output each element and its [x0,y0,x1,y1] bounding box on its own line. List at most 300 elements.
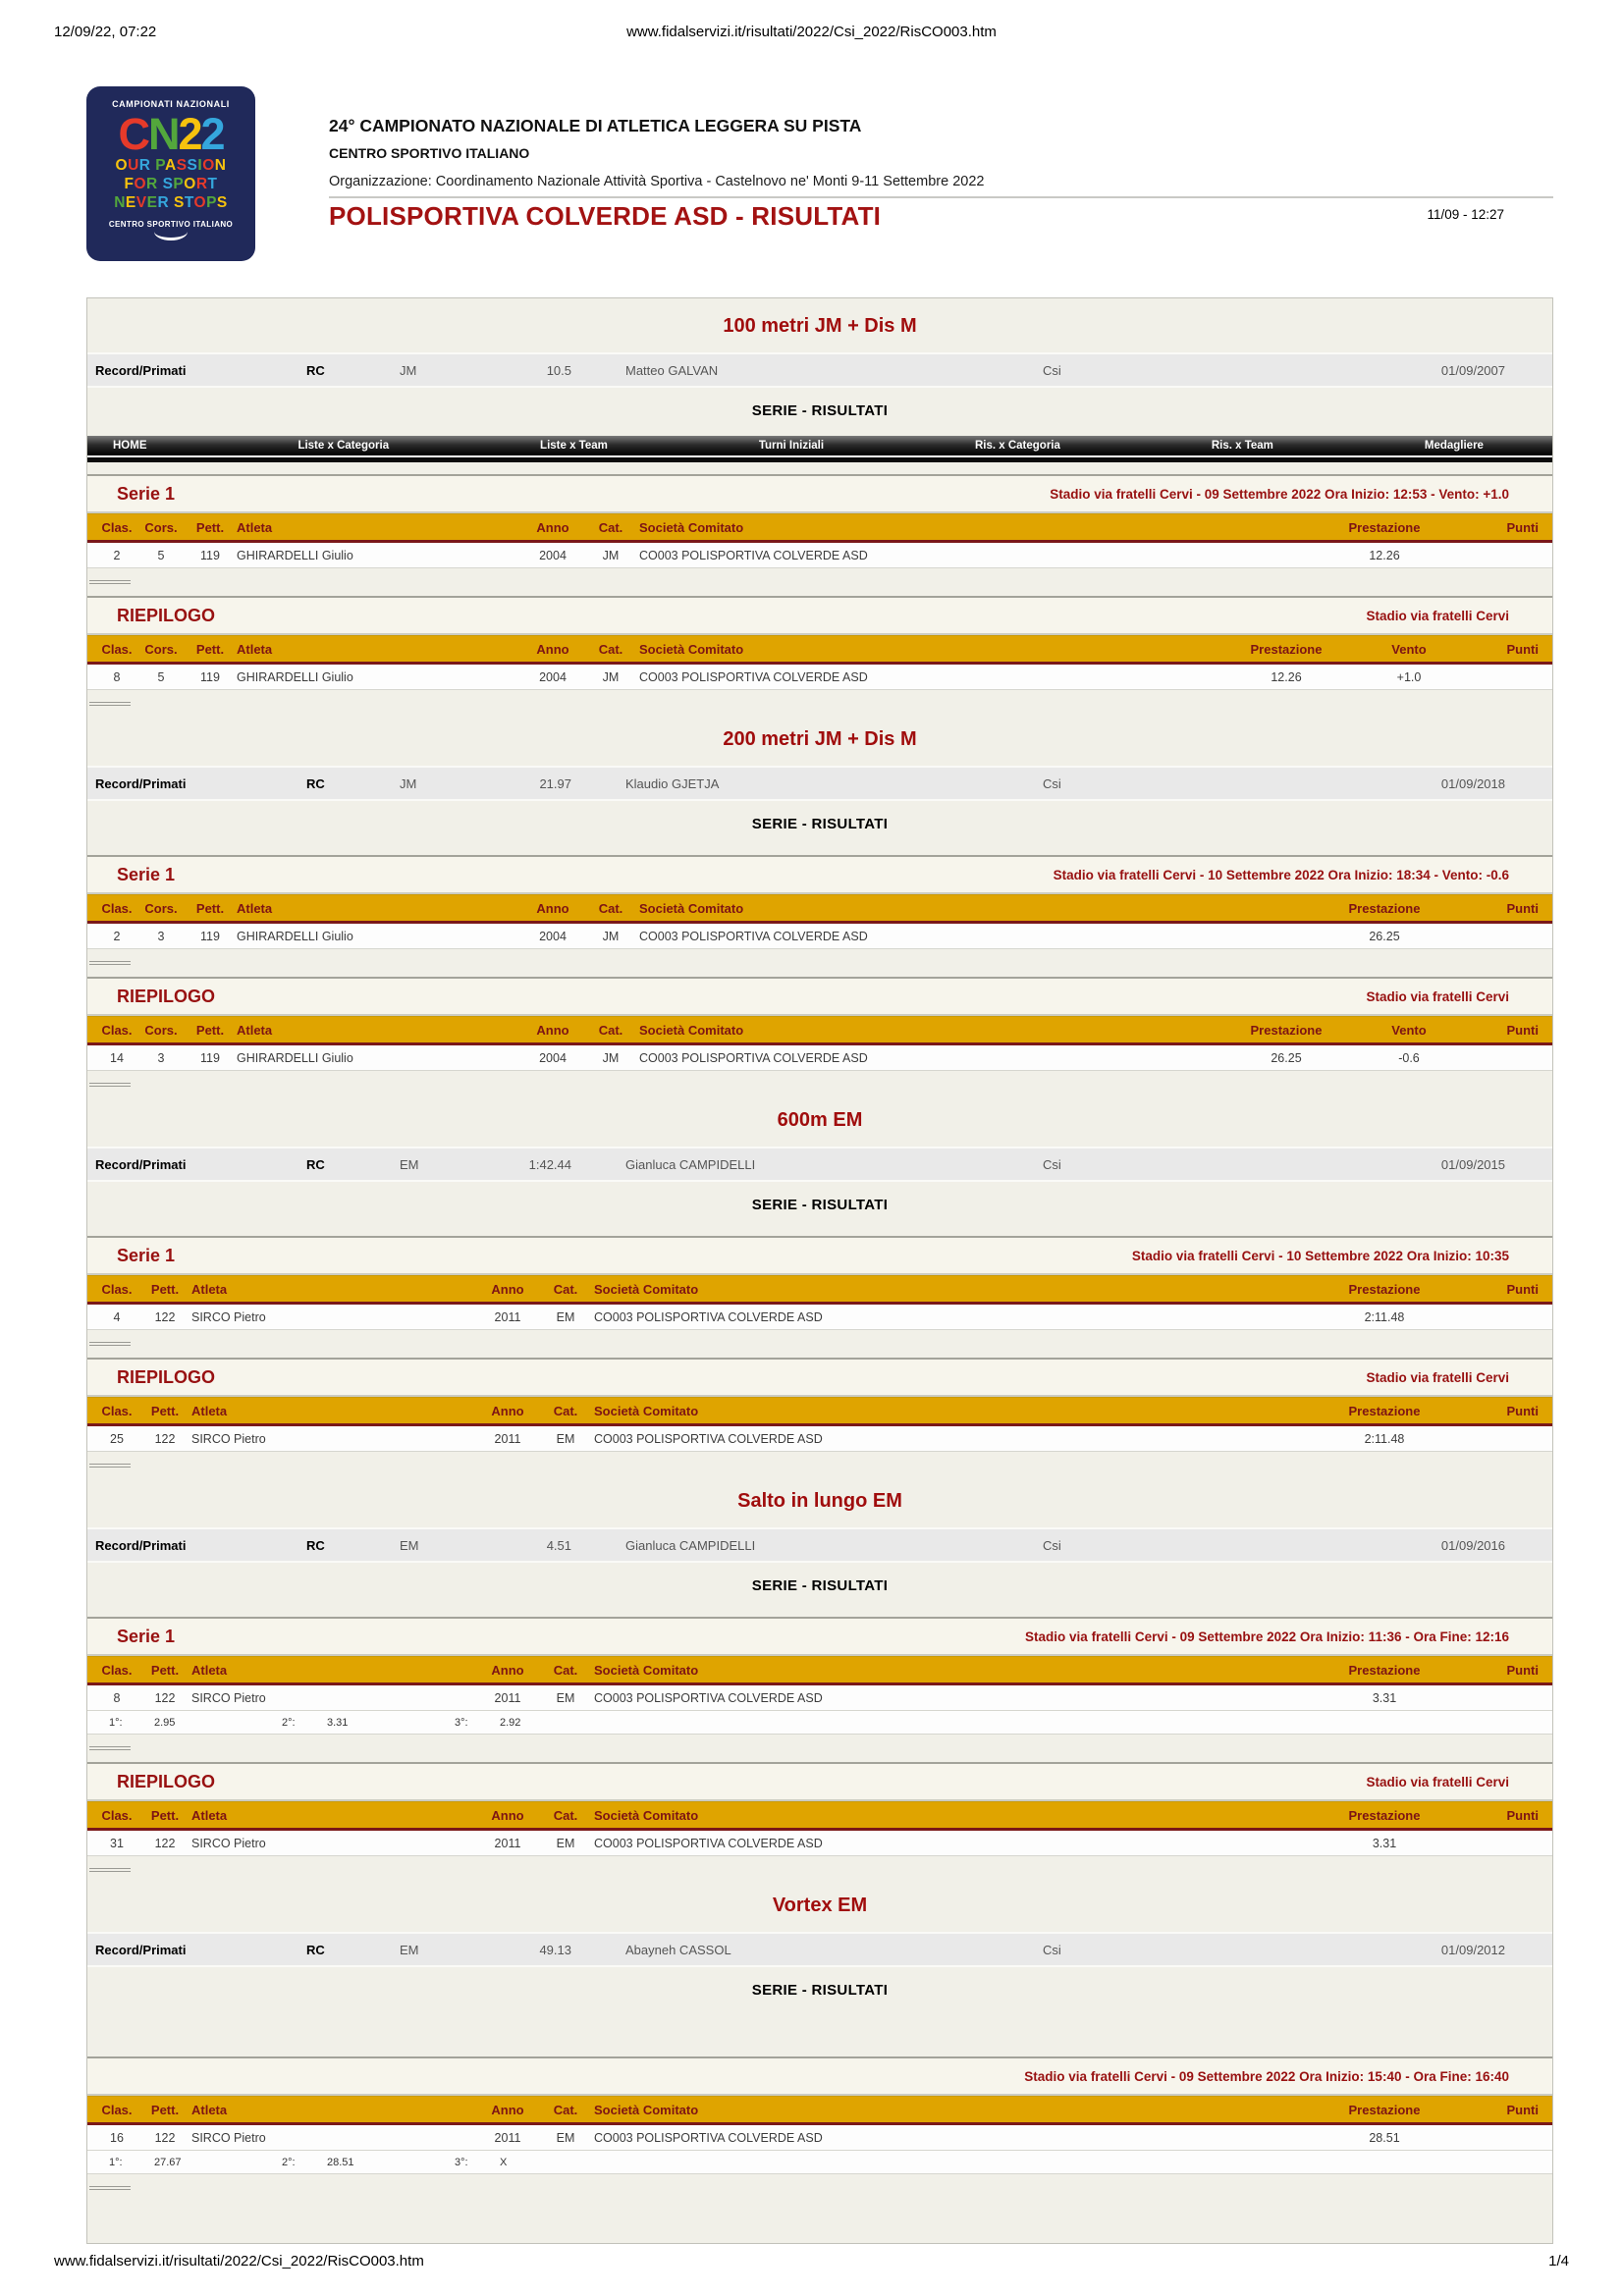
column-header: Prestazione [1250,1022,1323,1038]
logo-bottom-text: CENTRO SPORTIVO ITALIANO [108,219,234,229]
record-ente: Csi [1043,362,1061,378]
logo-word-line: FOR SPORT [124,176,218,193]
cell: 25 [110,1431,124,1446]
cell: 2011 [494,1690,521,1705]
column-header: Cat. [553,2102,578,2117]
column-header: Prestazione [1348,2102,1421,2117]
column-header: Pett. [150,2102,180,2117]
column-header: Anno [491,1281,524,1297]
attempts-row [87,1711,1552,1735]
record-label: Record/Primati [95,362,187,378]
event-section [87,298,1552,706]
record-ente: Csi [1043,1156,1061,1172]
column-header: Atleta [191,1403,228,1418]
cell: CO003 POLISPORTIVA COLVERDE ASD [594,1431,823,1446]
table-header-row [87,1016,1552,1045]
cell: 12.26 [1369,548,1400,562]
cell: CO003 POLISPORTIVA COLVERDE ASD [639,929,868,943]
serie-info: Stadio via fratelli Cervi - 10 Settembre 2022 Ora Inizio: 18:34 - Vento: -0.6 [1053,867,1509,882]
column-header: Prestazione [1348,1662,1421,1678]
footer-url: www.fidalservizi.it/risultati/2022/Csi_2022/RisCO003.htm [54,2253,424,2269]
column-header: Clas. [101,900,133,916]
cell: 3.31 [1372,1836,1397,1850]
serie-band [87,2056,1552,2096]
table-row [87,1426,1552,1452]
cell: 28.51 [1369,2130,1400,2145]
cell: 8 [113,669,121,684]
cell: JM [602,1050,620,1065]
section-divider [89,1342,131,1346]
record-type: RC [306,1537,325,1553]
column-header: Cors. [144,900,178,916]
riepilogo-title: RIEPILOGO [117,1366,216,1387]
cell: 12.26 [1271,669,1302,684]
event-title: 200 metri JM + Dis M [723,728,917,750]
record-band [87,766,1552,801]
attempt-label: 2°: [282,1716,296,1729]
record-label: Record/Primati [95,775,187,791]
cell: 26.25 [1271,1050,1302,1065]
table-header-row [87,1656,1552,1685]
cell: 2:11.48 [1364,1309,1405,1324]
column-header: Anno [536,519,569,535]
column-header: Prestazione [1348,900,1421,916]
column-header: Società Comitato [639,519,744,535]
cell: CO003 POLISPORTIVA COLVERDE ASD [594,2130,823,2145]
print-footer [54,2253,1569,2269]
column-header: Società Comitato [639,900,744,916]
cell: 16 [110,2130,124,2145]
cell: 2011 [494,1836,521,1850]
cell: GHIRARDELLI Giulio [237,929,353,943]
column-header: Prestazione [1250,641,1323,657]
section-divider [89,702,131,706]
event-title: 600m EM [777,1109,863,1131]
cell: -0.6 [1398,1050,1420,1065]
column-header: Atleta [191,1281,228,1297]
section-divider [89,1464,131,1468]
riepilogo-info: Stadio via fratelli Cervi [1366,988,1509,1004]
riepilogo-band [87,977,1552,1016]
organizer-name: CENTRO SPORTIVO ITALIANO [329,145,530,161]
serie-name: Serie 1 [117,1626,176,1646]
cell: 5 [157,669,165,684]
logo-arc-icon [154,232,188,240]
serie-band [87,1236,1552,1275]
nav-item-ris-x-categoria[interactable]: Ris. x Categoria [974,440,1060,452]
riepilogo-info: Stadio via fratelli Cervi [1366,608,1509,623]
column-header: Punti [1506,2102,1539,2117]
cell: JM [602,929,620,943]
cell: 119 [200,929,220,943]
record-mark: 49.13 [539,1942,571,1957]
riepilogo-title: RIEPILOGO [117,986,216,1006]
event-title: Vortex EM [772,1895,868,1916]
riepilogo-info: Stadio via fratelli Cervi [1366,1369,1509,1385]
cell: 26.25 [1369,929,1400,943]
cell: GHIRARDELLI Giulio [237,1050,353,1065]
column-header: Anno [491,1807,524,1823]
record-label: Record/Primati [95,1537,187,1553]
cell: SIRCO Pietro [191,1431,266,1446]
column-header: Atleta [237,519,273,535]
column-header: Cat. [553,1403,578,1418]
column-header: Prestazione [1348,1807,1421,1823]
table-row [87,1045,1552,1071]
event-title: Salto in lungo EM [737,1490,902,1512]
cell: JM [602,548,620,562]
column-header: Punti [1506,1281,1539,1297]
record-type: RC [306,775,325,791]
cell: CO003 POLISPORTIVA COLVERDE ASD [594,1836,823,1850]
nav-item-ris-x-team[interactable]: Ris. x Team [1211,440,1273,452]
column-header: Anno [491,1403,524,1418]
record-band [87,1932,1552,1967]
column-header: Clas. [101,1022,133,1038]
column-header: Anno [491,1662,524,1678]
record-ente: Csi [1043,1942,1061,1957]
cell: 122 [154,1690,176,1705]
column-header: Pett. [195,519,225,535]
section-divider [89,1746,131,1750]
column-header: Cat. [598,519,623,535]
column-header: Pett. [150,1807,180,1823]
masthead [86,86,1553,232]
cell: CO003 POLISPORTIVA COLVERDE ASD [639,1050,868,1065]
record-band [87,1147,1552,1182]
column-header: Atleta [191,1662,228,1678]
record-type: RC [306,1156,325,1172]
record-date: 01/09/2007 [1440,362,1505,378]
cell: 2 [113,929,121,943]
attempt-value: 3.31 [327,1716,349,1729]
attempt-label: 1°: [109,2156,123,2168]
attempt-value: 2.92 [500,1716,521,1729]
record-category: JM [400,362,417,378]
nav-item-liste-x-categoria[interactable]: Liste x Categoria [298,440,390,452]
cell: GHIRARDELLI Giulio [237,548,353,562]
main-navbar [87,436,1552,457]
organization-line: Organizzazione: Coordinamento Nazionale Attività Sportiva - Castelnovo ne' Monti 9-11 Settembre 2022 [329,174,985,189]
column-header: Cat. [598,641,623,657]
table-row [87,2125,1552,2151]
record-athlete: Gianluca CAMPIDELLI [625,1537,756,1553]
serie-info: Stadio via fratelli Cervi - 09 Settembre 2022 Ora Inizio: 11:36 - Ora Fine: 12:16 [1025,1629,1509,1644]
column-header: Pett. [150,1281,180,1297]
cell: 122 [154,2130,176,2145]
column-header: Atleta [237,900,273,916]
record-category: EM [400,1537,419,1553]
column-header: Vento [1391,1022,1427,1038]
column-header: Società Comitato [594,1662,699,1678]
table-row [87,924,1552,949]
print-url: www.fidalservizi.it/risultati/2022/Csi_2022/RisCO003.htm [626,24,997,40]
nav-item-turni-iniziali[interactable]: Turni Iniziali [758,440,825,452]
page-title: POLISPORTIVA COLVERDE ASD - RISULTATI [329,201,882,231]
record-date: 01/09/2015 [1440,1156,1505,1172]
riepilogo-title: RIEPILOGO [117,605,216,625]
record-mark: 4.51 [546,1537,571,1553]
serie-risultati-heading: SERIE - RISULTATI [751,1982,889,1999]
table-header-row [87,2096,1552,2125]
cell: 2004 [539,929,567,943]
navbar-underline [87,457,1552,462]
cell: SIRCO Pietro [191,2130,266,2145]
column-header: Anno [536,1022,569,1038]
table-row [87,665,1552,690]
nav-item-liste-x-team[interactable]: Liste x Team [540,440,608,452]
logo-word-line: OUR PASSION [115,157,227,175]
serie-band [87,1617,1552,1656]
serie-name: Serie 1 [117,864,176,884]
column-header: Anno [491,2102,524,2117]
table-row [87,1305,1552,1330]
section-divider [89,580,131,584]
serie-info: Stadio via fratelli Cervi - 09 Settembre 2022 Ora Inizio: 12:53 - Vento: +1.0 [1050,486,1509,502]
column-header: Cors. [144,1022,178,1038]
table-header-row [87,1275,1552,1305]
serie-name: Serie 1 [117,1245,176,1265]
cell: CO003 POLISPORTIVA COLVERDE ASD [639,548,868,562]
attempt-value: X [500,2156,508,2168]
cell: 122 [154,1431,176,1446]
column-header: Società Comitato [594,1403,699,1418]
attempt-label: 2°: [282,2156,296,2168]
section-divider [89,1868,131,1872]
table-header-row [87,894,1552,924]
record-mark: 21.97 [539,775,571,791]
nav-item-medagliere[interactable]: Medagliere [1424,440,1484,452]
championship-title: 24° CAMPIONATO NAZIONALE DI ATLETICA LEGGERA SU PISTA [329,116,862,135]
cell: 2011 [494,2130,521,2145]
column-header: Clas. [101,2102,133,2117]
record-band [87,352,1552,388]
nav-item-home[interactable]: HOME [113,440,147,452]
column-header: Pett. [150,1403,180,1418]
serie-band [87,474,1552,513]
riepilogo-band [87,596,1552,635]
results-container [86,297,1553,2244]
cell: EM [556,1309,575,1324]
cell: EM [556,1690,575,1705]
record-athlete: Gianluca CAMPIDELLI [625,1156,756,1172]
attempt-value: 28.51 [327,2156,354,2168]
event-section [87,1473,1552,1872]
record-date: 01/09/2016 [1440,1537,1505,1553]
cell: CO003 POLISPORTIVA COLVERDE ASD [594,1690,823,1705]
attempt-label: 1°: [109,1716,123,1729]
column-header: Anno [536,900,569,916]
column-header: Prestazione [1348,519,1421,535]
cell: 5 [157,548,165,562]
serie-info: Stadio via fratelli Cervi - 10 Settembre 2022 Ora Inizio: 10:35 [1131,1248,1509,1263]
column-header: Clas. [101,519,133,535]
column-header: Pett. [195,641,225,657]
column-header: Atleta [237,641,273,657]
logo-word-line: NEVER STOPS [114,194,228,212]
column-header: Pett. [195,900,225,916]
event-title: 100 metri JM + Dis M [723,315,917,337]
table-header-row [87,513,1552,543]
record-date: 01/09/2018 [1440,775,1505,791]
cell: JM [602,669,620,684]
results-timestamp: 11/09 - 12:27 [1427,207,1504,222]
footer-page-number: 1/4 [1548,2253,1569,2269]
cell: 2011 [494,1309,521,1324]
column-header: Società Comitato [594,1281,699,1297]
table-row [87,1831,1552,1856]
event-section [87,712,1552,1087]
attempt-value: 2.95 [154,1716,176,1729]
column-header: Società Comitato [594,1807,699,1823]
cell: EM [556,2130,575,2145]
cell: 3.31 [1372,1690,1397,1705]
cell: 119 [200,1050,220,1065]
column-header: Punti [1506,1403,1539,1418]
logo-top-text: CAMPIONATI NAZIONALI [112,99,230,109]
column-header: Punti [1506,1807,1539,1823]
record-label: Record/Primati [95,1942,187,1957]
event-section [87,1878,1552,2190]
column-header: Società Comitato [594,2102,699,2117]
record-category: EM [400,1156,419,1172]
cell: SIRCO Pietro [191,1309,266,1324]
record-type: RC [306,1942,325,1957]
serie-risultati-heading: SERIE - RISULTATI [751,1577,889,1594]
cell: 2:11.48 [1364,1431,1405,1446]
section-divider [89,961,131,965]
column-header: Cat. [553,1807,578,1823]
column-header: Clas. [101,641,133,657]
cell: 2004 [539,1050,567,1065]
column-header: Società Comitato [639,1022,744,1038]
cell: 2 [113,548,121,562]
column-header: Cat. [553,1281,578,1297]
cell: EM [556,1836,575,1850]
column-header: Pett. [195,1022,225,1038]
record-type: RC [306,362,325,378]
column-header: Cat. [598,1022,623,1038]
cell: 14 [110,1050,124,1065]
attempt-label: 3°: [455,1716,468,1729]
cell: 2004 [539,548,567,562]
column-header: Anno [536,641,569,657]
attempt-label: 3°: [455,2156,468,2168]
column-header: Atleta [191,2102,228,2117]
section-divider [89,1083,131,1087]
record-athlete: Matteo GALVAN [625,362,719,378]
cn22-logo [86,86,255,261]
header-divider [329,196,1553,198]
print-header [54,24,1569,45]
record-mark: 1:42.44 [528,1156,571,1172]
column-header: Punti [1506,1662,1539,1678]
print-datetime: 12/09/22, 07:22 [54,24,157,40]
riepilogo-info: Stadio via fratelli Cervi [1366,1774,1509,1789]
cell: 3 [157,929,165,943]
column-header: Clas. [101,1403,133,1418]
column-header: Punti [1506,641,1539,657]
cell: CO003 POLISPORTIVA COLVERDE ASD [639,669,868,684]
cell: CO003 POLISPORTIVA COLVERDE ASD [594,1309,823,1324]
cell: 8 [113,1690,121,1705]
cell: 4 [113,1309,121,1324]
serie-risultati-heading: SERIE - RISULTATI [751,816,889,832]
column-header: Pett. [150,1662,180,1678]
serie-info: Stadio via fratelli Cervi - 09 Settembre 2022 Ora Inizio: 15:40 - Ora Fine: 16:40 [1024,2068,1509,2084]
logo-word-line: CN22 [118,109,224,159]
section-divider [89,2186,131,2190]
record-athlete: Abayneh CASSOL [625,1942,731,1957]
serie-band [87,855,1552,894]
cell: 122 [154,1836,176,1850]
cell: +1.0 [1396,669,1422,684]
riepilogo-band [87,1762,1552,1801]
column-header: Atleta [237,1022,273,1038]
attempt-value: 27.67 [154,2156,182,2168]
column-header: Cat. [598,900,623,916]
record-date: 01/09/2012 [1440,1942,1505,1957]
cell: 2011 [494,1431,521,1446]
cell: 3 [157,1050,165,1065]
cell: 119 [200,548,220,562]
cell: 2004 [539,669,567,684]
cell: SIRCO Pietro [191,1836,266,1850]
record-ente: Csi [1043,775,1061,791]
table-header-row [87,1397,1552,1426]
record-athlete: Klaudio GJETJA [625,775,720,791]
cell: 119 [200,669,220,684]
record-band [87,1527,1552,1563]
event-section [87,1093,1552,1468]
column-header: Clas. [101,1807,133,1823]
record-category: JM [400,775,417,791]
cell: SIRCO Pietro [191,1690,266,1705]
cell: GHIRARDELLI Giulio [237,669,353,684]
riepilogo-band [87,1358,1552,1397]
serie-risultati-heading: SERIE - RISULTATI [751,1197,889,1213]
column-header: Cors. [144,641,178,657]
record-mark: 10.5 [546,362,571,378]
table-header-row [87,1801,1552,1831]
attempts-row [87,2151,1552,2174]
table-row [87,1685,1552,1711]
cell: 31 [110,1836,124,1850]
column-header: Punti [1506,900,1539,916]
cell: EM [556,1431,575,1446]
column-header: Atleta [191,1807,228,1823]
column-header: Cat. [553,1662,578,1678]
column-header: Punti [1506,1022,1539,1038]
column-header: Vento [1391,641,1427,657]
table-row [87,543,1552,568]
record-ente: Csi [1043,1537,1061,1553]
table-header-row [87,635,1552,665]
column-header: Punti [1506,519,1539,535]
serie-name: Serie 1 [117,483,176,504]
column-header: Prestazione [1348,1281,1421,1297]
serie-risultati-heading: SERIE - RISULTATI [751,402,889,419]
column-header: Clas. [101,1281,133,1297]
column-header: Cors. [144,519,178,535]
record-category: EM [400,1942,419,1957]
riepilogo-title: RIEPILOGO [117,1771,216,1791]
record-label: Record/Primati [95,1156,187,1172]
column-header: Società Comitato [639,641,744,657]
cell: 122 [154,1309,176,1324]
column-header: Clas. [101,1662,133,1678]
column-header: Prestazione [1348,1403,1421,1418]
